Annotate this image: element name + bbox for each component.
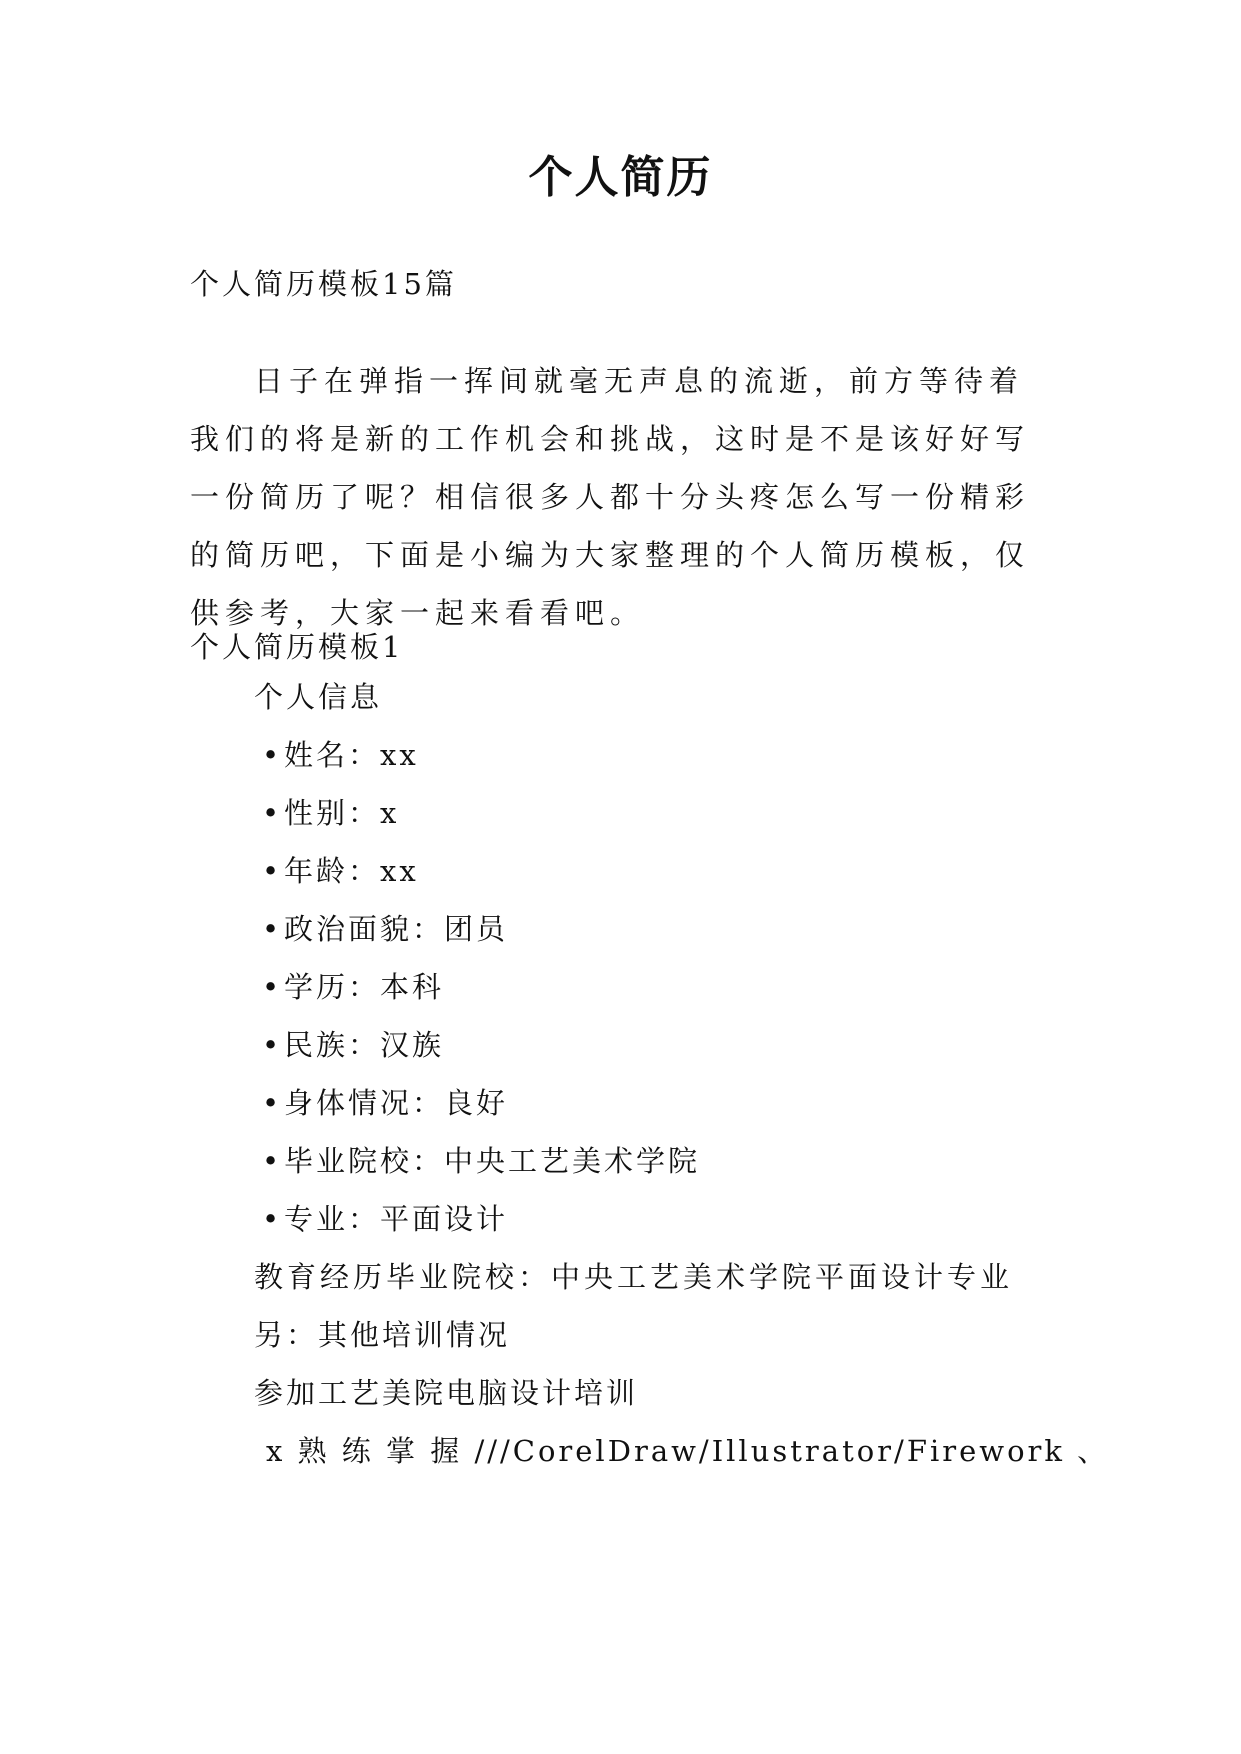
info-item <box>254 1074 1094 1132</box>
bullet-icon: • <box>262 970 283 1004</box>
template-heading: 个人简历模板1 <box>190 630 404 664</box>
info-major: 专业：平面设计 <box>284 1202 509 1236</box>
info-name: 姓名：xx <box>284 738 419 772</box>
info-ethnicity: 民族：汉族 <box>284 1028 445 1062</box>
info-item <box>254 784 1094 842</box>
skills-line: x 熟 练 掌 握 ///CorelDraw/Illustrator/Firework 、 <box>266 1434 1110 1468</box>
info-school: 毕业院校：中央工艺美术学院 <box>284 1144 701 1178</box>
info-item <box>254 842 1094 900</box>
personal-info-heading: 个人信息 <box>254 680 383 714</box>
info-age: 年龄：xx <box>284 854 419 888</box>
info-item <box>254 1190 1094 1248</box>
info-item <box>254 958 1094 1016</box>
bullet-icon: • <box>262 1144 283 1178</box>
resume-section <box>254 668 1110 1480</box>
info-item <box>254 900 1094 958</box>
other-training-line: 另：其他培训情况 <box>254 1318 511 1352</box>
info-health: 身体情况：良好 <box>284 1086 509 1120</box>
bullet-icon: • <box>262 796 283 830</box>
info-education-level: 学历：本科 <box>284 970 445 1004</box>
bullet-icon: • <box>262 1028 283 1062</box>
bullet-icon: • <box>262 1202 283 1236</box>
info-political-status: 政治面貌：团员 <box>284 912 509 946</box>
info-item <box>254 1132 1094 1190</box>
bullet-icon: • <box>262 854 283 888</box>
intro-text: 日子在弹指一挥间就毫无声息的流逝，前方等待着我们的将是新的工作机会和挑战，这时是不是该好好写一份简历了呢？相信很多人都十分头疼怎么写一份精彩的简历吧，下面是小编为大家整理的个人简历模板，仅供参考，大家一起来看看吧。 <box>190 364 1031 630</box>
document-subtitle: 个人简历模板15篇 <box>190 267 457 301</box>
bullet-icon: • <box>262 1086 283 1120</box>
info-item <box>254 726 1094 784</box>
page-title: 个人简历 <box>528 152 713 203</box>
info-gender: 性别：x <box>284 796 400 830</box>
info-item <box>254 1016 1094 1074</box>
bullet-icon: • <box>262 912 283 946</box>
bullet-icon: • <box>262 738 283 772</box>
intro-paragraph <box>190 352 1050 642</box>
training-line: 参加工艺美院电脑设计培训 <box>254 1376 639 1410</box>
education-line: 教育经历毕业院校：中央工艺美术学院平面设计专业 <box>254 1260 1014 1294</box>
